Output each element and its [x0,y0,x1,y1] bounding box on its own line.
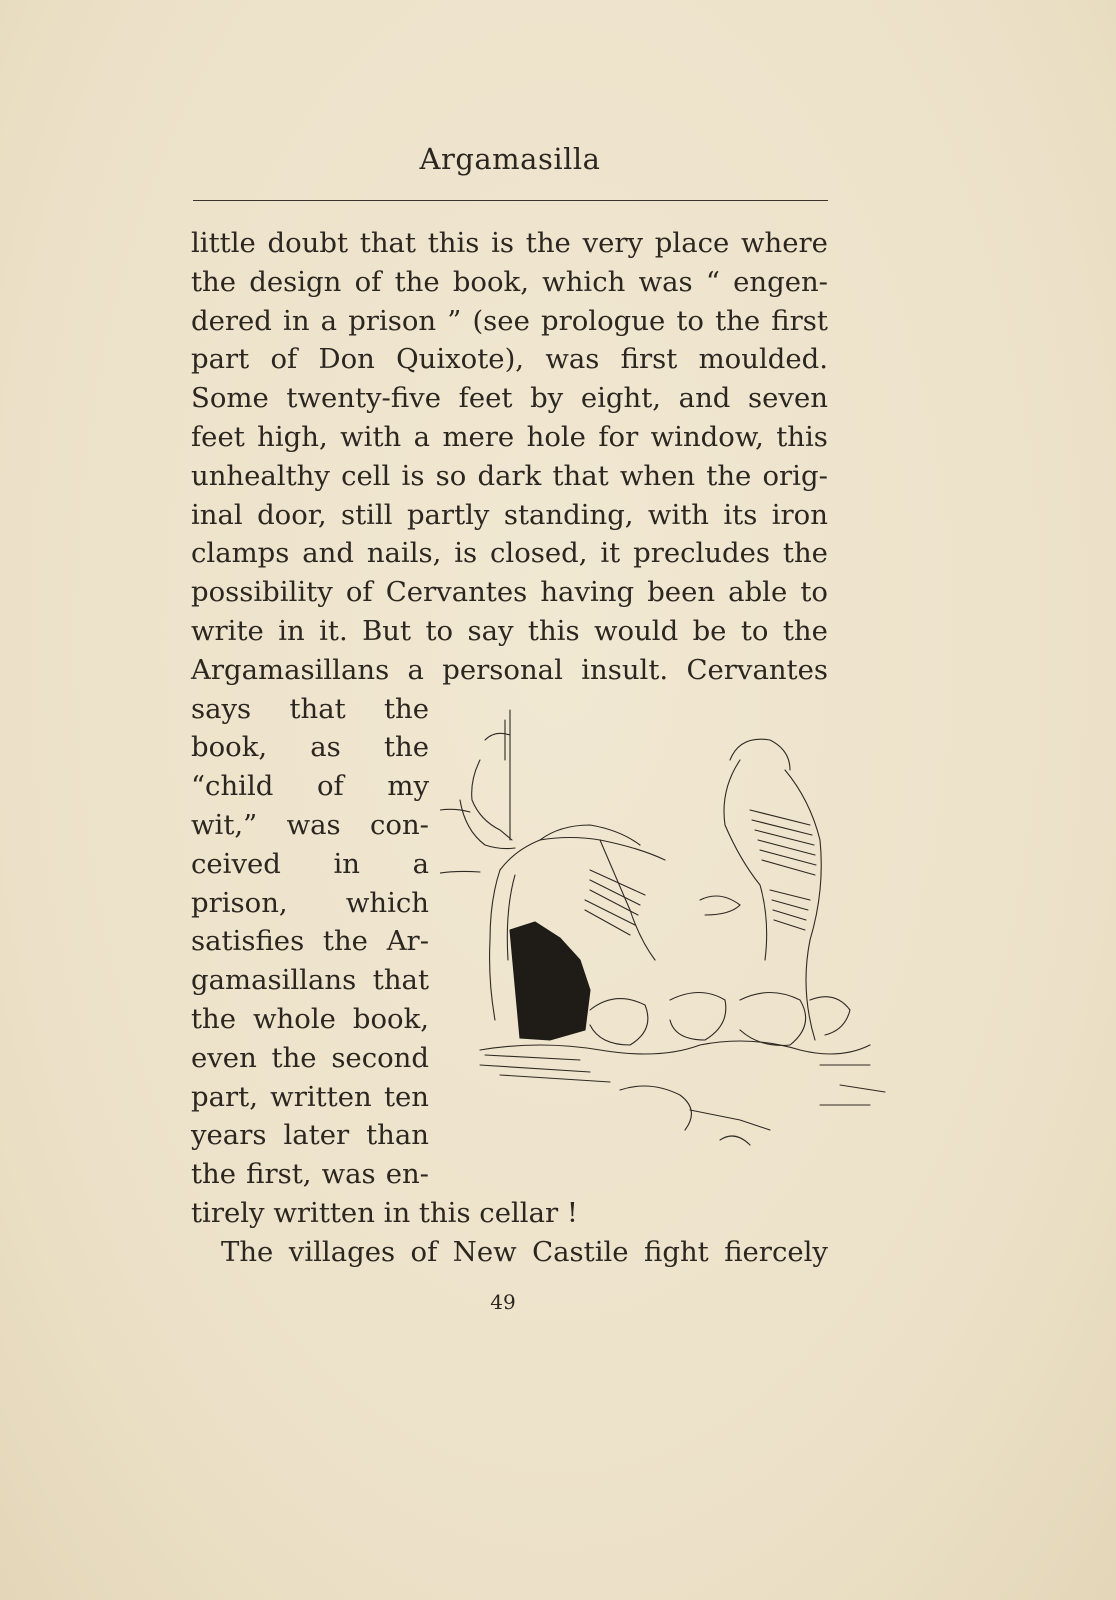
word: place [654,227,730,259]
word: en- [385,1158,429,1191]
word: Quixote), [396,343,525,376]
word: book, [191,731,268,764]
word: dered [191,304,272,337]
word: Argamasillans [191,653,390,686]
wrap-text-line [191,728,429,767]
word: whole [253,1002,336,1035]
word: feet [191,420,245,453]
word: says [191,692,252,725]
word: that [289,692,346,725]
word: clamps [191,537,290,570]
text-line [191,340,828,379]
word: with [340,420,402,453]
word: the [525,227,571,259]
wrap-text-line [191,767,429,806]
word: still [341,498,393,531]
text-line [191,612,828,651]
word: orig- [762,459,828,492]
word: say [467,614,514,647]
page-number: 49 [490,1290,516,1314]
word: in [333,847,360,880]
cellar-illustration [440,700,890,1190]
word: and [302,537,354,570]
word: unhealthy [191,459,330,492]
word: engen- [733,265,828,298]
word: part, [191,1080,258,1113]
word: villages [288,1235,396,1268]
word: so [435,459,467,492]
word: nails, [366,537,442,570]
word: to [800,576,828,609]
word: twenty-five [286,382,441,415]
word: that [372,964,429,997]
word: first, [246,1158,312,1191]
word: it. [319,614,348,647]
wrap-text-line [191,1078,429,1117]
word: was [286,808,341,841]
word: with [647,498,710,531]
word: to [425,614,454,647]
wrap-text-line [191,1039,429,1078]
word: in [283,304,310,337]
word: little [191,227,256,259]
word: prison, [191,886,288,919]
word: ” [447,304,462,337]
word: to [740,614,769,647]
word: design [249,265,342,298]
word: seven [748,382,828,415]
word: the [191,265,237,298]
word: my [387,770,429,803]
word: this [427,227,480,259]
word: “ [705,265,720,298]
text-line [191,534,828,573]
word: of [354,265,382,298]
word: first [620,343,678,376]
word: gamasillans [191,964,357,997]
word: would [593,614,679,647]
word: moulded. [698,343,828,376]
word: where [741,227,828,259]
word: in [278,614,305,647]
word: dark [477,459,542,492]
wrap-text-line [191,1000,429,1039]
word: for [598,420,639,453]
word: that [552,459,609,492]
word: fiercely [724,1235,828,1268]
word: very [582,227,644,259]
word: the [782,537,828,570]
paragraph-start-line [191,1233,828,1272]
word: Castile [532,1235,629,1268]
word: (see [472,304,530,337]
word: of [317,770,344,803]
word: a [413,420,431,453]
word: iron [771,498,828,531]
word: inal [191,498,243,531]
word: the [191,1158,237,1191]
word: is [454,537,478,570]
word: But [362,614,412,647]
word: the [191,1002,237,1035]
word: satisfies [191,925,305,958]
word: second [331,1041,429,1074]
word: is [401,459,425,492]
text-line [191,573,828,612]
word: first [771,304,828,337]
word: prologue [540,304,666,337]
word: personal [442,653,563,686]
text-line [191,496,828,535]
word: a [412,847,429,880]
word: precludes [633,537,771,570]
word: the [715,304,761,337]
word: “child [191,770,274,803]
word: later [283,1119,350,1152]
word: been [647,576,716,609]
word: Don [318,343,375,376]
word: which [542,265,626,298]
word: Some [191,382,269,415]
word: written [270,1080,372,1113]
word: con- [370,808,429,841]
word: feet [458,382,513,415]
text-line [191,418,828,457]
wrap-text-line [191,1155,429,1194]
word: write [191,614,264,647]
paragraph-end-line: tirely written in this cellar ! [191,1196,578,1229]
wrap-text-line [191,961,429,1000]
word: when [619,459,696,492]
wrap-text-line [191,690,429,729]
text-line [191,457,828,496]
text-line [191,263,828,302]
word: its [723,498,758,531]
word: door, [257,498,327,531]
word: New [452,1235,517,1268]
word: is [491,227,515,259]
wrap-text-line [191,922,429,961]
text-line [191,379,828,418]
wrap-text-line [191,884,429,923]
word: the [706,459,752,492]
word: wit,” [191,808,258,841]
text-line [191,224,828,263]
wrap-text-line [191,845,429,884]
word: part [191,343,250,376]
word: the [271,1041,317,1074]
word: than [366,1119,429,1152]
text-line [191,302,828,341]
wrap-text-line [191,806,429,845]
word: Ar- [386,925,429,958]
word: the [782,614,828,647]
word: of [345,576,373,609]
word: book, [452,265,529,298]
word: the [383,692,429,725]
word: hole [526,420,586,453]
word: be [692,614,727,647]
word: standing, [503,498,634,531]
word: eight, [580,382,662,415]
word: mere [442,420,515,453]
word: as [310,731,341,764]
word: possibility [191,576,333,609]
word: ten [383,1080,429,1113]
word: was [545,343,600,376]
word: years [191,1119,267,1152]
word: by [530,382,564,415]
word: this [527,614,580,647]
word: this [776,420,828,453]
running-head: Argamasilla [419,142,601,176]
wrap-text-line [191,1116,429,1155]
word: it [600,537,621,570]
word: of [410,1235,438,1268]
word: high, [257,420,328,453]
word: to [676,304,704,337]
word: the [383,731,429,764]
word: Cervantes [686,653,828,686]
word: prison [348,304,437,337]
word: Cervantes [385,576,528,609]
word: the [394,265,440,298]
word: was [638,265,693,298]
word: insult. [581,653,669,686]
word: ceived [191,847,281,880]
word: doubt [267,227,349,259]
text-line [191,651,828,690]
word: a [320,304,338,337]
word: cell [341,459,391,492]
header-rule [193,200,828,201]
word: closed, [490,537,588,570]
word: even [191,1041,257,1074]
word: and [678,382,731,415]
word: book, [352,1002,429,1035]
word: that [359,227,416,259]
word: The [221,1235,274,1268]
word: having [540,576,635,609]
word: a [407,653,424,686]
word: was [321,1158,376,1191]
word: of [270,343,298,376]
word: able [728,576,788,609]
word: fight [644,1235,709,1268]
word: which [345,886,429,919]
word: window, [650,420,764,453]
word: partly [406,498,490,531]
word: the [322,925,368,958]
